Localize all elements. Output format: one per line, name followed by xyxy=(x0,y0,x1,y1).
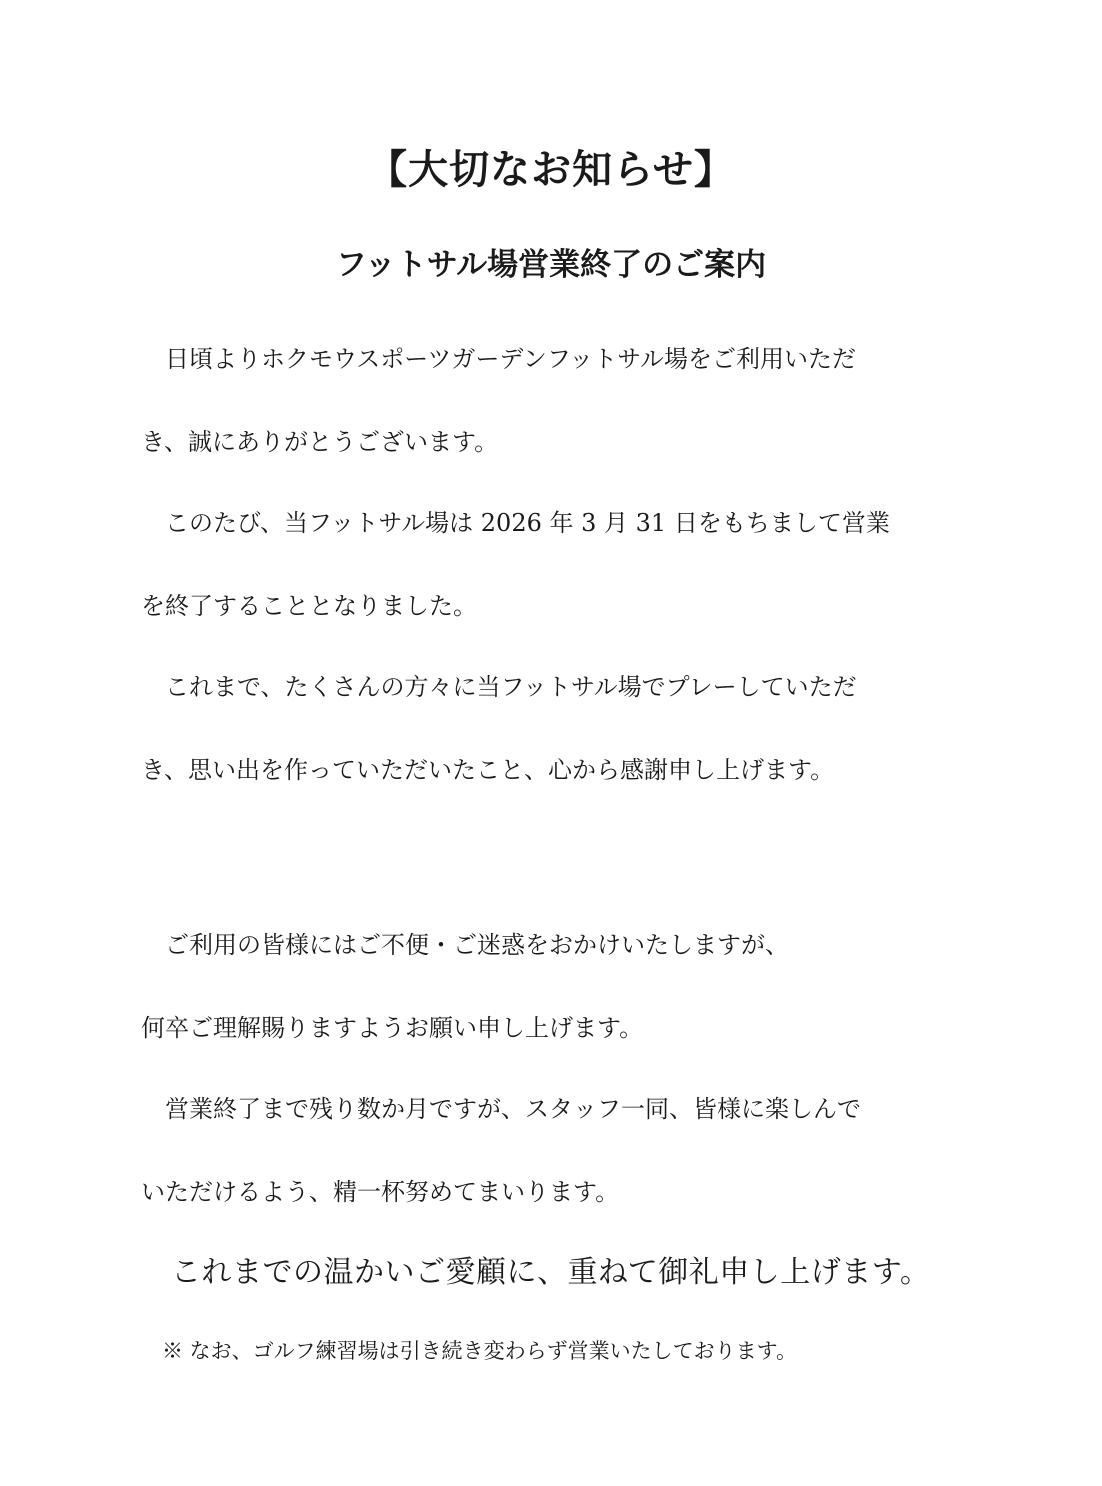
paragraph-thanks xyxy=(141,646,951,812)
paragraph-line: を終了することとなりました。 xyxy=(141,592,477,620)
paragraph-line: 日頃よりホクモウスポーツガーデンフットサル場をご利用いただ xyxy=(141,345,856,373)
paragraph-line: 何卒ご理解賜りますようお願い申し上げます。 xyxy=(141,1014,644,1042)
notice-subtitle: フットサル場営業終了のご案内 xyxy=(335,247,767,283)
paragraph-greeting xyxy=(141,318,951,484)
paragraph-line: き、誠にありがとうございます。 xyxy=(141,428,499,456)
notice-title: 【大切なお知らせ】 xyxy=(367,146,735,193)
paragraph-line: 営業終了まで残り数か月ですが、スタッフ一同、皆様に楽しんで xyxy=(141,1095,861,1123)
paragraph-closure-date xyxy=(141,482,951,648)
paragraph-line: いただけるよう、精一杯努めてまいります。 xyxy=(141,1178,620,1206)
paragraph-line: これまで、たくさんの方々に当フットサル場でプレーしていただ xyxy=(141,673,857,701)
paragraph-line: き、思い出を作っていただいたこと、心から感謝申し上げます。 xyxy=(141,756,835,784)
closing-message: これまでの温かいご愛顧に、重ねて御礼申し上げます。 xyxy=(171,1255,931,1290)
paragraph-line: ご利用の皆様にはご不便・ご迷惑をおかけいたしますが、 xyxy=(141,931,789,959)
paragraph-line: このたび、当フットサル場は 2026 年 3 月 31 日をもちまして営業 xyxy=(141,509,890,537)
golf-range-note: ※ なお、ゴルフ練習場は引き続き変わらず営業いたしております。 xyxy=(162,1339,797,1363)
paragraph-apology xyxy=(141,904,951,1070)
paragraph-staff-message xyxy=(141,1068,951,1234)
